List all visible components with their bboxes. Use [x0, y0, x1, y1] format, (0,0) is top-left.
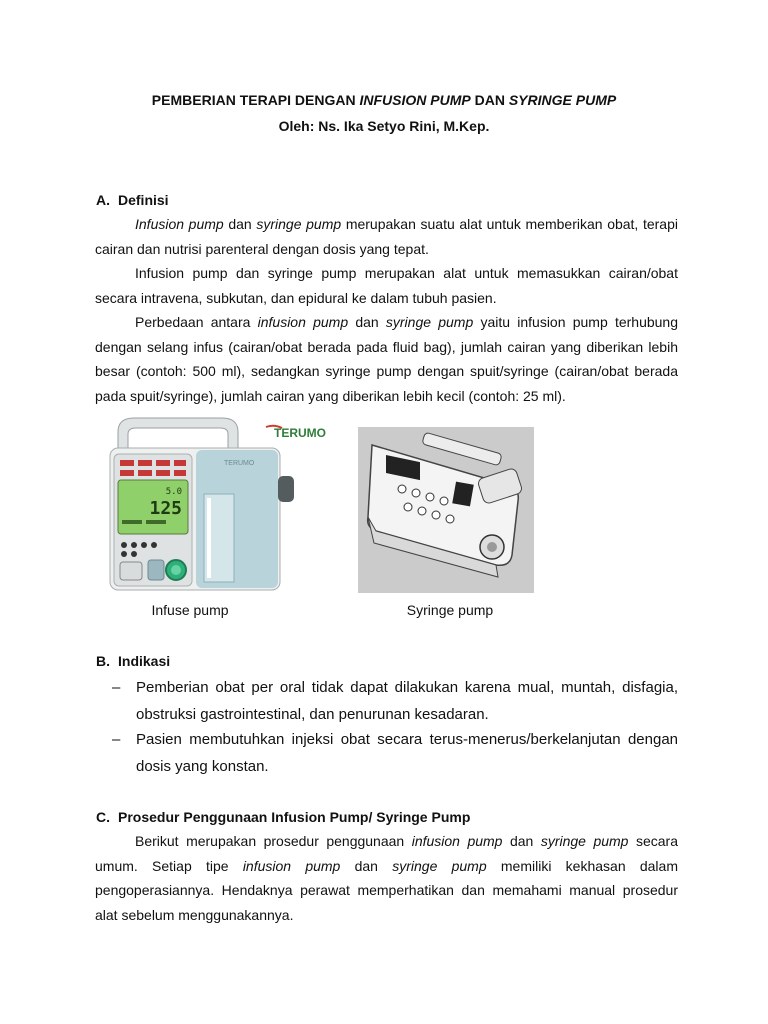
italic-term: infusion pump — [242, 857, 341, 874]
indication-item — [112, 727, 678, 780]
section-b-heading — [96, 653, 170, 669]
definition-paragraph-1 — [95, 212, 678, 261]
paragraph-text: Perbedaan antara — [135, 314, 258, 330]
section-c-number: C. — [96, 809, 110, 825]
definition-paragraph-2 — [95, 261, 678, 310]
procedure-paragraph — [95, 829, 678, 927]
section-c-label: Prosedur Penggunaan Infusion Pump/ Syringe Pump — [118, 809, 471, 825]
italic-term: infusion pump — [411, 833, 503, 849]
italic-term: infusion pump — [257, 314, 349, 330]
bullet-dash: – — [112, 679, 121, 696]
section-a-label: Definisi — [118, 192, 169, 208]
section-c-heading — [96, 809, 470, 825]
italic-term: syringe pump — [256, 216, 342, 232]
paragraph-text: dan — [223, 216, 257, 232]
italic-term: Infusion pump — [135, 216, 224, 232]
indication-item — [112, 675, 678, 728]
pump-brand-label: TERUMO — [224, 460, 255, 467]
italic-term: syringe pump — [385, 314, 474, 330]
indication-text: Pemberian obat per oral tidak dapat dilakukan karena mual, muntah, disfagia, obstruksi gastrointestinal, dan penurunan kesadaran. — [136, 679, 678, 723]
title-italic-syringe: SYRINGE PUMP — [508, 92, 617, 108]
infusion-pump-image — [104, 414, 300, 592]
terumo-logo-text: TERUMO — [274, 426, 326, 440]
section-b-number: B. — [96, 653, 110, 669]
italic-term: syringe pump — [392, 857, 487, 874]
title-italic-infusion: INFUSION PUMP — [359, 92, 471, 108]
indication-text: Pasien membutuhkan injeksi obat secara terus-menerus/berkelanjutan dengan dosis yang konstan. — [136, 731, 678, 775]
paragraph-text: dan — [502, 833, 541, 849]
section-a-heading — [96, 192, 169, 208]
italic-term: syringe pump — [540, 833, 629, 849]
document-author: Oleh: Ns. Ika Setyo Rini, M.Kep. — [278, 118, 490, 134]
title-text: PEMBERIAN TERAPI DENGAN — [151, 92, 360, 108]
document-title — [0, 92, 768, 108]
lcd-rate-small: 5.0 — [165, 487, 182, 497]
definition-paragraph-3 — [95, 310, 678, 408]
bullet-dash: – — [112, 731, 121, 748]
section-b-label: Indikasi — [118, 653, 171, 669]
paragraph-text: Berikut merupakan prosedur penggunaan — [135, 833, 412, 849]
section-a-number: A. — [96, 192, 110, 208]
paragraph-text: merupakan suatu alat untuk memberikan obat, terapi cairan dan nutrisi parenteral dengan dosis yang tepat. — [95, 216, 678, 257]
paragraph-text: dan — [348, 314, 386, 330]
syringe-pump-caption: Syringe pump — [406, 602, 494, 618]
title-text-dan: DAN — [470, 92, 509, 108]
paragraph-text: secara umum. Setiap tipe — [95, 833, 678, 874]
paragraph-text: dan — [340, 857, 393, 874]
lcd-rate-large: 125 — [149, 498, 182, 519]
syringe-pump-image — [358, 427, 534, 593]
paragraph-text: memiliki kekhasan dalam pengoperasiannya. Hendaknya perawat memperhatikan dan memahami manual prosedur alat sebelum menggunakannya. — [95, 857, 678, 923]
terumo-logo — [264, 424, 352, 440]
paragraph-text: yaitu infusion pump terhubung dengan selang infus (cairan/obat berada pada fluid bag), jumlah cairan yang diberikan lebih besar (contoh: 500 ml), sedangkan syringe pump dengan spuit/syringe (cairan/obat berada pada spuit/syringe), jumlah cairan yang diberikan lebih kecil (contoh: 25 ml). — [95, 314, 679, 404]
infusion-pump-caption: Infuse pump — [151, 602, 229, 618]
paragraph-text: Infusion pump dan syringe pump merupakan alat untuk memasukkan cairan/obat secara intravena, subkutan, dan epidural ke dalam tubuh pasien. — [95, 265, 678, 306]
